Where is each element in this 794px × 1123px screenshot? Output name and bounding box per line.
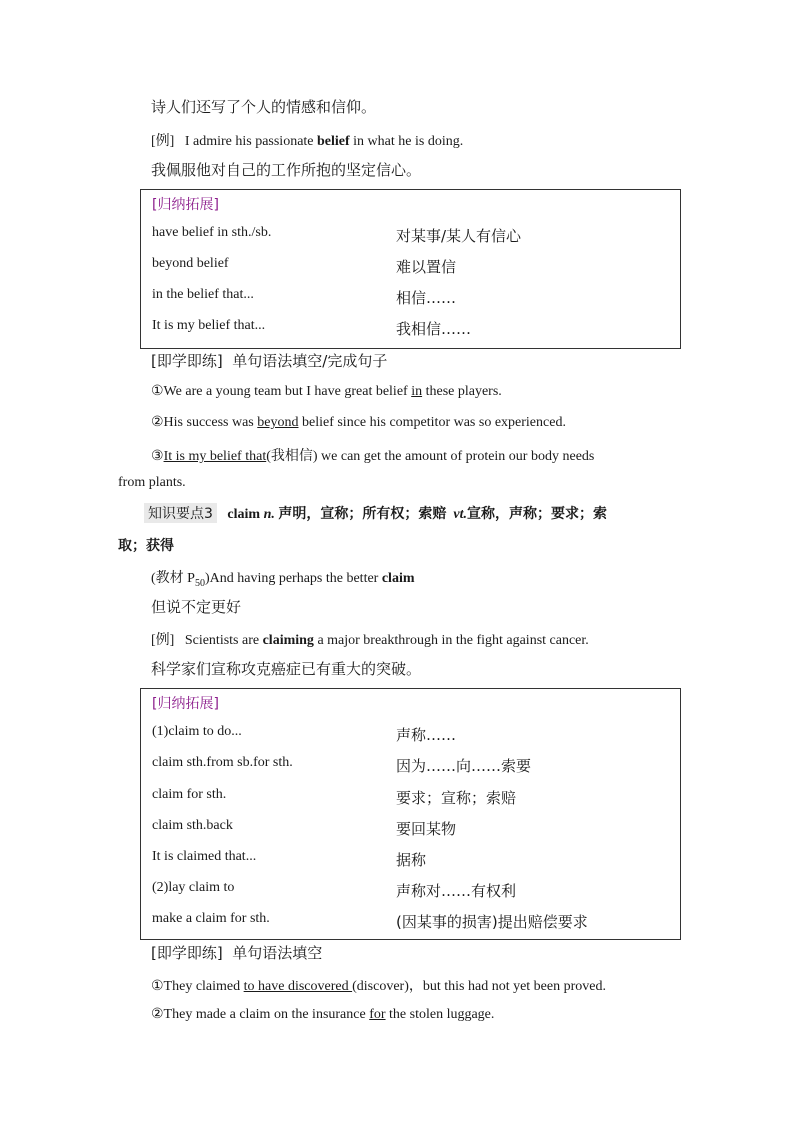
practice-title: 单句语法填空/完成句子 xyxy=(232,352,388,370)
example-translation: 科学家们宣称攻克癌症已有重大的突破。 xyxy=(151,660,422,678)
phrase-row: It is claimed that... 据称 xyxy=(152,849,427,869)
example-tag: [例] xyxy=(151,134,175,149)
answer-blank: in xyxy=(411,384,423,399)
definition-continuation: 取；获得 xyxy=(118,538,174,554)
expansion-box xyxy=(140,688,681,940)
textbook-translation: 但说不定更好 xyxy=(151,598,242,616)
phrase-row: make a claim for sth. (因某事的损害)提出赔偿要求 xyxy=(152,911,588,931)
knowledge-point-heading: 知识要点3 claim n. 声明，宣称；所有权；索赔 vt.宣称，声称；要求；索 xyxy=(144,503,607,523)
expansion-box xyxy=(140,189,681,349)
box-header: [归纳拓展] xyxy=(152,696,219,712)
practice-tag: [即学即练] xyxy=(151,944,223,962)
example-translation: 我佩服他对自己的工作所抱的坚定信心。 xyxy=(151,161,422,179)
example-sentence: [例] Scientists are claiming a major breakthrough in the fight against cancer. xyxy=(151,633,589,648)
phrase-row: It is my belief that... 我相信…… xyxy=(152,318,472,338)
exercise-item: ②They made a claim on the insurance for the stolen luggage. xyxy=(151,1007,495,1022)
exercise-item: ②His success was beyond belief since his competitor was so experienced. xyxy=(151,415,566,430)
practice-heading xyxy=(151,350,387,371)
example-tag: [例] xyxy=(151,633,175,648)
phrase-row: claim sth.back 要回某物 xyxy=(152,818,457,838)
headword: claim xyxy=(227,507,261,522)
exercise-item: ①They claimed to have discovered (discover)，but this had not yet been proved. xyxy=(151,979,606,994)
box-header: [归纳拓展] xyxy=(152,197,219,213)
phrase-row: claim sth.from sb.for sth. 因为……向……索要 xyxy=(152,755,532,775)
phrase-row: beyond belief 难以置信 xyxy=(152,256,457,276)
knowledge-point-tag: 知识要点3 xyxy=(144,503,217,523)
textbook-quote: (教材 $P_{50})And$ having perhaps the better claim xyxy=(151,571,415,589)
practice-title: 单句语法填空 xyxy=(232,944,323,962)
practice-tag: [即学即练] xyxy=(151,352,223,370)
keyword: claiming xyxy=(262,633,314,648)
phrase-row: have belief in sth./sb. 对某事/某人有信心 xyxy=(152,225,522,245)
example-sentence: [例] I admire his passionate belief in what he is doing. xyxy=(151,134,464,149)
keyword: belief xyxy=(317,134,350,149)
answer-blank: It is my belief that xyxy=(163,449,267,464)
phrase-row: (1)claim to do... 声称…… xyxy=(152,724,457,744)
answer-blank: to have discovered xyxy=(243,979,353,994)
practice-heading xyxy=(151,942,322,963)
answer-blank: for xyxy=(369,1007,386,1022)
exercise-item: ③It is my belief that(我相信) we can get the amount of protein our body needs xyxy=(151,449,595,464)
phrase-row: claim for sth. 要求；宣称；索赔 xyxy=(152,787,517,807)
exercise-item-continuation: from plants. xyxy=(118,475,186,490)
translation-line: 诗人们还写了个人的情感和信仰。 xyxy=(151,98,377,116)
phrase-row: (2)lay claim to 声称对……有权利 xyxy=(152,880,517,900)
phrase-row: in the belief that... 相信…… xyxy=(152,287,457,307)
answer-blank: beyond xyxy=(257,415,299,430)
exercise-item: ①We are a young team but I have great belief in these players. xyxy=(151,384,502,399)
